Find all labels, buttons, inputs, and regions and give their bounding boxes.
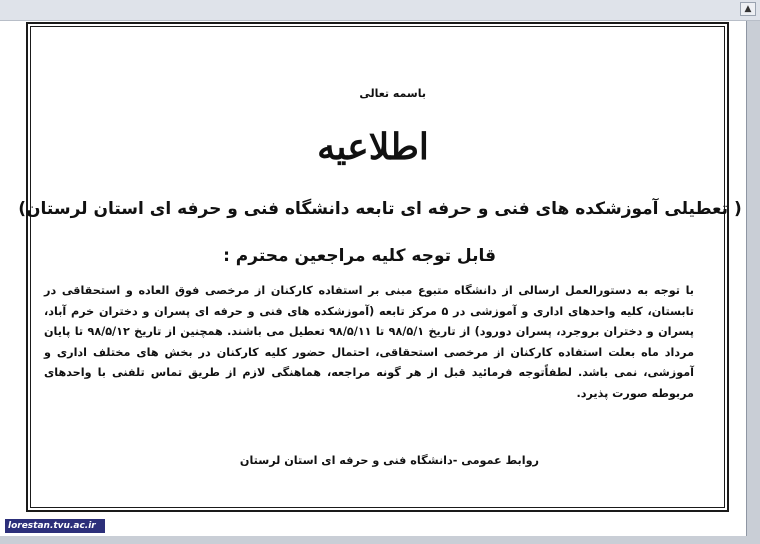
attention-line: قابل توجه کلیه مراجعین محترم : — [223, 246, 496, 266]
website-logo[interactable]: lorestan.tvu.ac.ir — [5, 519, 105, 533]
announcement-title: اطلاعیه — [317, 126, 429, 168]
viewer-top-bar — [0, 0, 760, 21]
announcement-subtitle: ( تعطیلی آموزشکده های فنی و حرفه ای تابعه دانشگاه فنی و حرفه ای استان لرستان) — [18, 199, 742, 219]
signature-line: روابط عمومی -دانشگاه فنی و حرفه ای استان لرستان — [239, 454, 539, 467]
announcement-body: با توجه به دستورالعمل ارسالی از دانشگاه متبوع مبنی بر استفاده کارکنان از مرخصی فوق العاده و استحقاقی در تابستان، کلیه واحدهای اداری و آموزشی در ۵ مرکز تابعه (آموزشکده های فنی و حرفه ای پسران و دختران خرم آباد، پسران و دختران بروجرد، پسران دورود) از تاریخ ۹۸/۵/۱ تا ۹۸/۵/۱۱ تعطیل می باشند. همچنین از تاریخ ۹۸/۵/۱۲ تا پایان مرداد ماه بعلت استفاده کارکنان از مرخصی استحقاقی، احتمال حضور کلیه کارکنان در بخش های مختلف اداری و آموزشی، نمی باشد. لطفاًتوجه فرمائید قبل از هر گونه مراجعه، هماهنگی لازم از طریق تماس تلفنی با واحدهای مربوطه صورت پذیرد. — [44, 284, 695, 400]
scroll-up-icon[interactable]: ▲ — [740, 2, 756, 16]
viewer-bottom-band — [0, 536, 760, 544]
basmala: باسمه تعالی — [359, 87, 426, 100]
page-footer — [0, 514, 746, 536]
